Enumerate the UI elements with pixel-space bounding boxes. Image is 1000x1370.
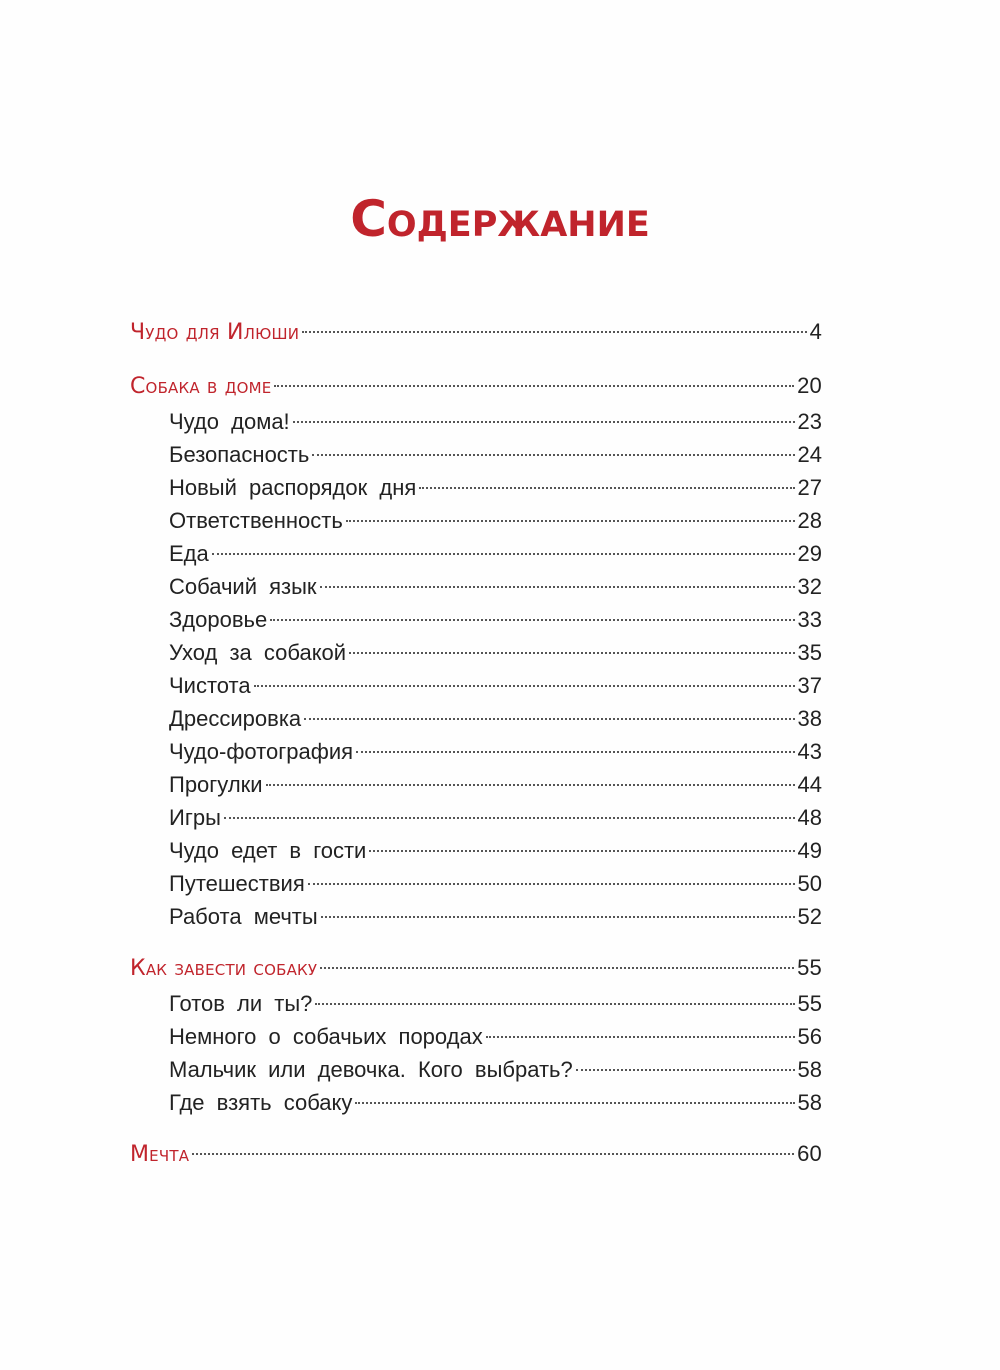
toc-entry[interactable] — [130, 1053, 822, 1086]
dot-leader — [212, 553, 795, 555]
dot-leader — [419, 487, 794, 489]
toc-entry-title: Путешествия — [169, 871, 305, 896]
dot-leader — [304, 718, 794, 720]
toc-entry-title: Игры — [169, 805, 221, 830]
dot-leader — [356, 751, 794, 753]
toc-entry[interactable] — [130, 438, 822, 471]
toc-page-number: 49 — [797, 838, 822, 863]
toc-entry-title: Готов ли ты? — [169, 991, 313, 1016]
toc-page-number: 48 — [797, 805, 822, 830]
toc-entry[interactable] — [130, 603, 822, 636]
dot-leader — [274, 385, 794, 387]
toc-entry-title: Уход за собакой — [169, 640, 347, 665]
toc-page-number: 28 — [797, 508, 822, 533]
toc-page-number: 27 — [797, 475, 822, 500]
toc-section[interactable] — [130, 367, 822, 405]
toc-page-number: 56 — [797, 1024, 822, 1049]
toc-section-title: Мечта — [130, 1142, 190, 1167]
toc-entry[interactable] — [130, 735, 822, 768]
toc-entry-title: Чудо едет в гости — [169, 838, 367, 863]
toc-page-number: 29 — [797, 541, 822, 566]
toc-section[interactable] — [130, 1135, 822, 1173]
dot-leader — [315, 1003, 794, 1005]
toc-entry-title: Чистота — [169, 673, 251, 698]
toc-entry[interactable] — [130, 405, 822, 438]
toc-entry-title: Чудо дома! — [169, 409, 290, 434]
toc-page-number: 43 — [797, 739, 822, 764]
toc-entry-title: Здоровье — [169, 607, 268, 632]
toc-entry-title: Работа мечты — [169, 904, 318, 929]
table-of-contents — [130, 313, 822, 1173]
dot-leader — [320, 586, 795, 588]
dot-leader — [369, 850, 794, 852]
dot-leader — [312, 454, 794, 456]
dot-leader — [254, 685, 795, 687]
toc-entry[interactable] — [130, 1020, 822, 1053]
dot-leader — [270, 619, 794, 621]
toc-page-number: 60 — [797, 1141, 822, 1166]
toc-entry-title: Ответственность — [169, 508, 343, 533]
toc-page-number: 32 — [797, 574, 822, 599]
toc-page-number: 37 — [797, 673, 822, 698]
toc-entry[interactable] — [130, 570, 822, 603]
toc-page-number: 23 — [797, 409, 822, 434]
dot-leader — [266, 784, 795, 786]
dot-leader — [349, 652, 794, 654]
dot-leader — [576, 1069, 795, 1071]
toc-entry[interactable] — [130, 987, 822, 1020]
dot-leader — [320, 967, 794, 969]
dot-leader — [355, 1102, 794, 1104]
toc-entry[interactable] — [130, 867, 822, 900]
toc-entry-title: Прогулки — [169, 772, 263, 797]
toc-entry[interactable] — [130, 768, 822, 801]
toc-page-number: 44 — [797, 772, 822, 797]
toc-entry[interactable] — [130, 537, 822, 570]
toc-entry-title: Еда — [169, 541, 209, 566]
toc-page-number: 58 — [797, 1057, 822, 1082]
toc-entry-title: Немного о собачьих породах — [169, 1024, 483, 1049]
toc-entry-title: Дрессировка — [169, 706, 302, 731]
toc-entry[interactable] — [130, 702, 822, 735]
toc-entry-title: Мальчик или девочка. Кого выбрать? — [169, 1057, 573, 1082]
toc-section-title: Как завести собаку — [130, 956, 318, 981]
dot-leader — [224, 817, 795, 819]
toc-entry[interactable] — [130, 1086, 822, 1119]
toc-page-number: 55 — [797, 991, 822, 1016]
dot-leader — [192, 1153, 794, 1155]
toc-page-number: 35 — [797, 640, 822, 665]
toc-page-number: 4 — [809, 319, 822, 344]
toc-page-number: 52 — [797, 904, 822, 929]
toc-entry-title: Новый распорядок дня — [169, 475, 417, 500]
toc-entry-title: Чудо-фотография — [169, 739, 354, 764]
toc-entry[interactable] — [130, 834, 822, 867]
toc-entry[interactable] — [130, 504, 822, 537]
toc-entry[interactable] — [130, 900, 822, 933]
toc-section-title: Собака в доме — [130, 374, 272, 399]
toc-entry-title: Где взять собаку — [169, 1090, 353, 1115]
toc-page-number: 33 — [797, 607, 822, 632]
toc-page-number: 55 — [797, 955, 822, 980]
dot-leader — [302, 331, 806, 333]
toc-entry[interactable] — [130, 669, 822, 702]
toc-section[interactable] — [130, 949, 822, 987]
page-title: Содержание — [350, 190, 650, 248]
toc-section-title: Чудо для Илюши — [130, 320, 300, 345]
toc-page-number: 58 — [797, 1090, 822, 1115]
toc-entry[interactable] — [130, 471, 822, 504]
toc-page-number: 38 — [797, 706, 822, 731]
dot-leader — [346, 520, 795, 522]
dot-leader — [308, 883, 795, 885]
toc-page-number: 50 — [797, 871, 822, 896]
dot-leader — [486, 1036, 795, 1038]
toc-page-number: 20 — [797, 373, 822, 398]
toc-entry-title: Безопасность — [169, 442, 310, 467]
toc-entry[interactable] — [130, 801, 822, 834]
toc-entry[interactable] — [130, 636, 822, 669]
toc-section[interactable] — [130, 313, 822, 351]
dot-leader — [293, 421, 795, 423]
toc-page-number: 24 — [797, 442, 822, 467]
toc-entry-title: Собачий язык — [169, 574, 317, 599]
dot-leader — [321, 916, 795, 918]
